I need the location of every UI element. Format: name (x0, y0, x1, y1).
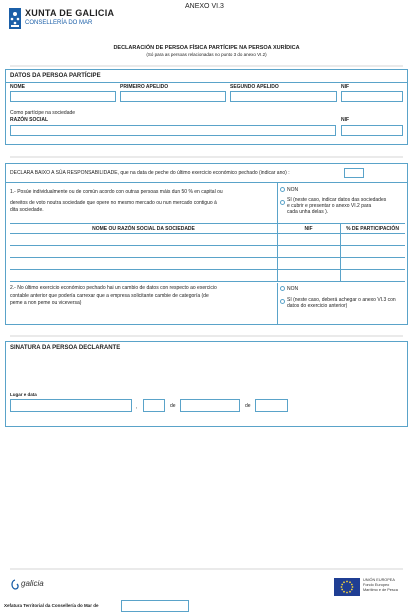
table-cell-percent[interactable] (342, 272, 403, 279)
q1-no-radio[interactable] (280, 187, 285, 192)
q1-no-label: NON (287, 187, 299, 193)
company-intro: Como partícipe na sociedade (10, 110, 76, 116)
question-2-line2: contable anterior que podería carrexar que a empresa solicitante cambie de categoría (de (10, 293, 209, 299)
table-header-percent: % DE PARTICIPACIÓN (346, 226, 399, 232)
q2-no-radio[interactable] (280, 286, 285, 291)
q2-yes-line1: SI (neste caso, deberá achegar o anexo VI.3 con (287, 297, 396, 303)
table-row (10, 246, 405, 257)
galicia-shield-icon (9, 8, 21, 29)
table-row (10, 258, 405, 269)
signature-title: SINATURA DA PERSOA DECLARANTE (10, 345, 121, 351)
eu-stars-icon (334, 578, 360, 596)
intro-rule (6, 182, 407, 183)
question-1-line2: dereitos de voto noutra sociedade que opere no mesmo mercado ou nun mercado contiguo á (10, 200, 217, 206)
nif-field[interactable] (341, 91, 403, 102)
table-cell-nif[interactable] (279, 272, 338, 279)
document-title: DECLARACIÓN DE PERSOA FÍSICA PARTÍCIPE NA PERSOA XURÍDICA (113, 45, 300, 51)
separator (10, 65, 403, 67)
table-cell-name[interactable] (12, 260, 275, 267)
eu-fund-line2: Fondo Europeo (363, 583, 390, 587)
table-header-name: NOME OU RAZÓN SOCIAL DA SOCIEDADE (92, 226, 195, 232)
de-separator-1: de (170, 403, 176, 409)
segundo-apelido-field[interactable] (230, 91, 337, 102)
q1-yes-line2: e cubrir e presentar o anexo VI.2 para (287, 203, 372, 209)
nome-label: NOME (10, 84, 25, 90)
table-cell-percent[interactable] (342, 236, 403, 243)
eu-fund-text (363, 578, 405, 593)
segundo-apelido-label: SEGUNDO APELIDO (230, 84, 279, 90)
table-cell-name[interactable] (12, 248, 275, 255)
de-separator-2: de (245, 403, 251, 409)
table-cell-name[interactable] (12, 272, 275, 279)
q1-yes-line1: SI (neste caso, indicar datos das sociedades (287, 197, 387, 203)
company-nif-label: NIF (341, 117, 350, 123)
table-header-nif: NIF (304, 226, 313, 232)
table-cell-percent[interactable] (342, 248, 403, 255)
signature-year-field[interactable] (255, 399, 288, 412)
nif-label: NIF (341, 84, 350, 90)
razon-social-label: RAZÓN SOCIAL (10, 117, 49, 123)
galicia-swirl-icon (10, 579, 20, 591)
table-cell-nif[interactable] (279, 260, 338, 267)
table-row (10, 234, 405, 245)
q1-divider (277, 182, 278, 224)
q2-no-label: NON (287, 286, 299, 292)
table-top (10, 223, 405, 224)
document-subtitle: (Só para as persoas relacionadas no punto 3 do anexo VI.2) (146, 52, 267, 57)
galicia-logo-text: galicia (21, 579, 44, 588)
q1-yes-line3: cada unha delas ). (287, 209, 329, 215)
participant-section (5, 69, 408, 145)
separator (10, 156, 403, 158)
logo-title: XUNTA DE GALICIA (25, 8, 115, 18)
place-field[interactable] (10, 399, 132, 412)
comma-separator: , (136, 404, 138, 410)
year-field[interactable] (344, 168, 364, 178)
table-cell-nif[interactable] (279, 248, 338, 255)
q2-yes-line2: datos do exercicio anterior) (287, 303, 348, 309)
office-field[interactable] (121, 600, 189, 612)
companies-table (10, 223, 405, 283)
separator (10, 568, 403, 570)
question-2-line3: peme a non peme ou viceversa) (10, 300, 82, 306)
signature-section (5, 341, 408, 427)
participant-section-title: DATOS DA PERSOA PARTÍCIPE (10, 73, 101, 79)
month-field[interactable] (180, 399, 240, 412)
place-date-label: Lugar e data (10, 392, 37, 397)
table-row (10, 270, 405, 281)
nome-field[interactable] (10, 91, 116, 102)
table-bottom (10, 281, 405, 282)
question-2-line1: 2.- No último exercicio económico pechado hai un cambio de datos con respecto ao exercicio (10, 285, 217, 291)
q2-divider (277, 283, 278, 325)
declaration-intro-text: DECLARA BAIXO A SÚA RESPONSABILIDADE, que na data de peche do último exercicio económico pechado (indicar ano) : (10, 170, 290, 176)
logo-subtitle: CONSELLERÍA DO MAR (25, 20, 93, 26)
primeiro-apelido-field[interactable] (120, 91, 226, 102)
declaration-intro (10, 170, 290, 176)
q2-yes-radio[interactable] (280, 299, 285, 304)
declaration-section (5, 163, 408, 325)
annex-label: ANEXO VI.3 (185, 3, 224, 10)
office-label: Xefatura Territorial da Consellería do Mar de (4, 603, 99, 608)
xunta-logo (9, 8, 21, 29)
company-nif-field[interactable] (341, 125, 403, 136)
section-title-rule (6, 82, 407, 83)
question-1-line1: 1.- Posúe individualmente ou de común acordo con outras persoas máis dun 50 % en capital ou (10, 189, 223, 195)
primeiro-apelido-label: PRIMEIRO APELIDO (120, 84, 169, 90)
day-field[interactable] (143, 399, 165, 412)
table-cell-name[interactable] (12, 236, 275, 243)
q1-yes-radio[interactable] (280, 200, 285, 205)
razon-social-field[interactable] (10, 125, 336, 136)
table-cell-percent[interactable] (342, 260, 403, 267)
eu-fund-line3: Marítimo e de Pesca (363, 588, 398, 592)
eu-fund-line1: UNIÓN EUROPEA (363, 578, 395, 582)
question-1-line3: dita sociedade. (10, 207, 44, 213)
eu-flag (334, 578, 360, 596)
separator (10, 335, 403, 337)
table-cell-nif[interactable] (279, 236, 338, 243)
